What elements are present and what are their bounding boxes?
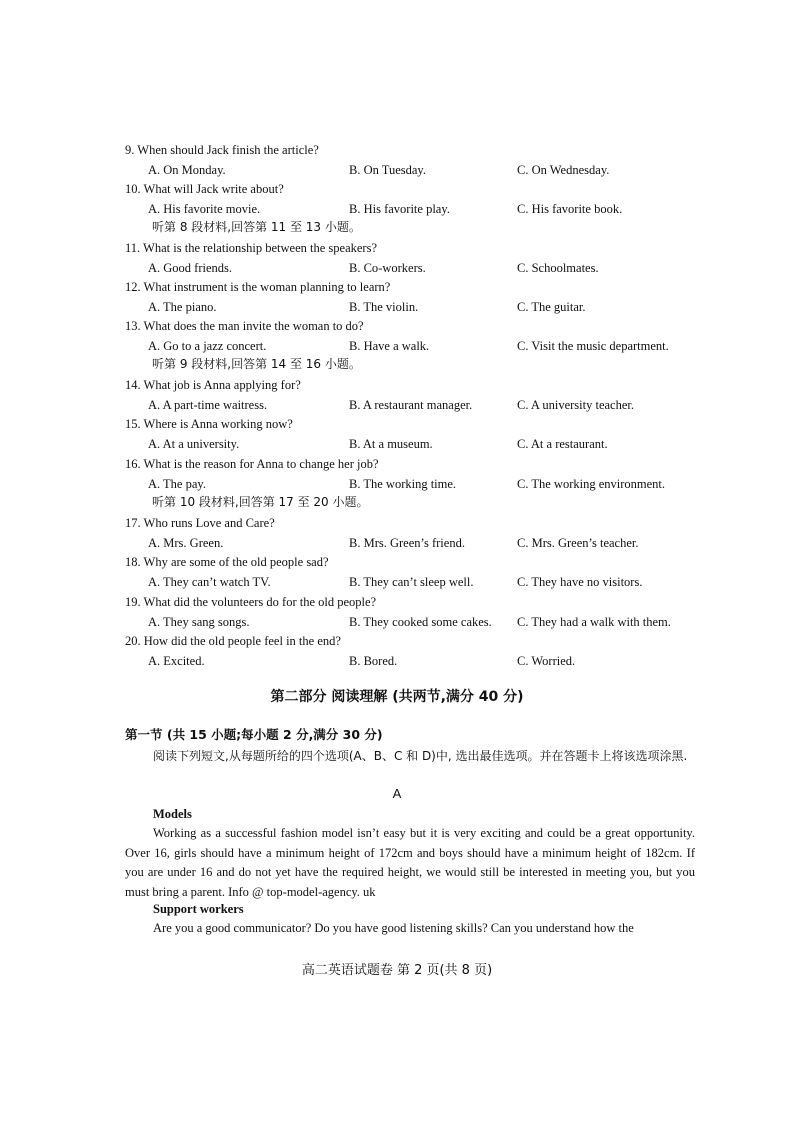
option-a: A. At a university. [148,437,240,451]
option-b: B. The working time. [349,477,457,491]
question-17: 17. Who runs Love and Care? [125,516,275,530]
option-b: B. Co-workers. [349,261,426,275]
option-c: C. The working environment. [517,477,666,491]
option-c: C. They had a walk with them. [517,615,671,629]
question-15-options [148,436,708,452]
question-14-options [148,397,708,413]
option-a: A. Excited. [148,654,205,668]
option-b: B. At a museum. [349,437,433,451]
option-c: C. A university teacher. [517,398,634,412]
question-10: 10. What will Jack write about? [125,182,284,196]
option-a: A. A part-time waitress. [148,398,268,412]
option-b: B. On Tuesday. [349,163,426,177]
models-heading: Models [153,807,192,821]
option-c: C. Visit the music department. [517,339,669,353]
option-a: A. They can’t watch TV. [148,575,271,589]
page-footer: 高二英语试题卷 第 2 页(共 8 页) [301,963,493,978]
option-b: B. Mrs. Green’s friend. [349,536,465,550]
passage-letter: A [392,786,402,801]
part-two-title: 第二部分 阅读理解 (共两节,满分 40 分) [270,689,524,705]
option-a: A. They sang songs. [148,615,250,629]
question-17-options [148,535,708,551]
option-c: C. The guitar. [517,300,586,314]
question-19-options [148,614,708,630]
option-c: C. On Wednesday. [517,163,610,177]
question-12: 12. What instrument is the woman planning to learn? [125,280,391,294]
option-c: C. At a restaurant. [517,437,608,451]
option-a: A. On Monday. [148,163,226,177]
support-workers-heading: Support workers [153,902,244,916]
question-12-options [148,299,708,315]
option-a: A. Go to a jazz concert. [148,339,267,353]
option-a: A. Good friends. [148,261,233,275]
option-c: C. His favorite book. [517,202,623,216]
question-18: 18. Why are some of the old people sad? [125,555,329,569]
option-a: A. The pay. [148,477,206,491]
reading-instructions: 阅读下列短文,从每题所给的四个选项(A、B、C 和 D)中, 选出最佳选项。并在答题卡上将该选项涂黑. [153,749,688,763]
listening-note-10: 听第 10 段材料,回答第 17 至 20 小题。 [152,495,369,509]
option-a: A. His favorite movie. [148,202,261,216]
option-a: A. Mrs. Green. [148,536,224,550]
option-b: B. They can’t sleep well. [349,575,474,589]
question-20-options [148,653,708,669]
question-13: 13. What does the man invite the woman to do? [125,319,364,333]
option-b: B. Have a walk. [349,339,430,353]
question-19: 19. What did the volunteers do for the old people? [125,595,377,609]
option-a: A. The piano. [148,300,217,314]
question-9: 9. When should Jack finish the article? [125,143,319,157]
question-11-options [148,260,708,276]
question-11: 11. What is the relationship between the speakers? [125,241,378,255]
question-10-options [148,201,708,217]
question-15: 15. Where is Anna working now? [125,417,293,431]
option-b: B. The violin. [349,300,419,314]
question-13-options [148,338,708,354]
option-c: C. They have no visitors. [517,575,643,589]
question-20: 20. How did the old people feel in the end? [125,634,341,648]
support-workers-paragraph: Are you a good communicator? Do you have good listening skills? Can you understand how the [153,921,634,935]
option-c: C. Mrs. Green’s teacher. [517,536,639,550]
listening-note-9: 听第 9 段材料,回答第 14 至 16 小题。 [152,357,361,371]
question-14: 14. What job is Anna applying for? [125,378,301,392]
option-b: B. His favorite play. [349,202,450,216]
question-18-options [148,574,708,590]
option-b: B. A restaurant manager. [349,398,473,412]
option-c: C. Worried. [517,654,576,668]
option-b: B. They cooked some cakes. [349,615,492,629]
question-9-options [148,162,708,178]
models-paragraph: Working as a successful fashion model isn’t easy but it is very exciting and could be a great opportunity. Over 16, girls should have a minimum height of 172cm and boys should have a minimum height of 182cm. If you are under 16 and do not yet have the required height, we would still be interested in meeting you, but you must bring a parent. Info @ top-model-agency. uk [125,826,695,899]
option-c: C. Schoolmates. [517,261,599,275]
listening-note-8: 听第 8 段材料,回答第 11 至 13 小题。 [152,220,361,234]
question-16: 16. What is the reason for Anna to change her job? [125,457,379,471]
section-one-title: 第一节 (共 15 小题;每小题 2 分,满分 30 分) [125,727,383,742]
question-16-options [148,476,708,492]
option-b: B. Bored. [349,654,398,668]
